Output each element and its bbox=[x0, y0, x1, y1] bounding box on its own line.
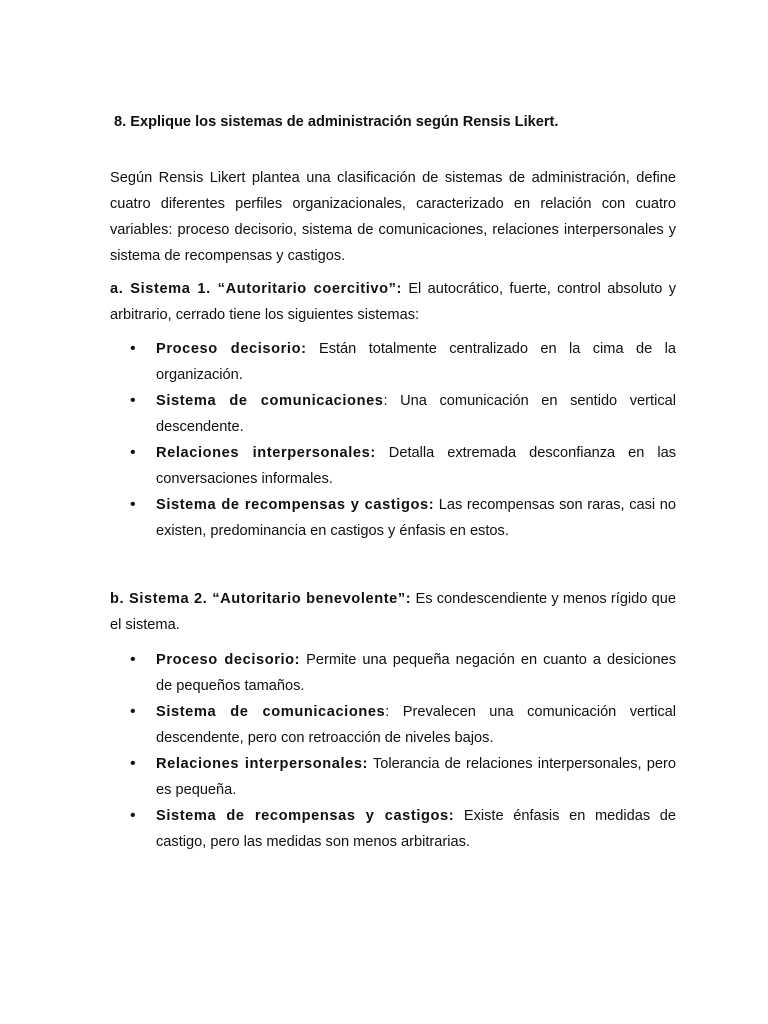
question-heading: 8. Explique los sistemas de administración según Rensis Likert. bbox=[114, 114, 559, 130]
bullet-icon: • bbox=[130, 392, 136, 409]
bullet-icon: • bbox=[130, 496, 136, 513]
item-label: Sistema de recompensas y castigos: bbox=[156, 808, 455, 824]
list-item bbox=[110, 440, 676, 492]
item-text: : Prevalecen una comunicación vertical descendente, pero con retroacción de niveles bajos. bbox=[156, 704, 676, 746]
list-item bbox=[110, 492, 676, 544]
system-b-heading: b. Sistema 2. “Autoritario benevolente”: bbox=[110, 591, 412, 607]
item-label: Sistema de comunicaciones bbox=[156, 704, 386, 720]
list-item bbox=[110, 647, 676, 699]
bullet-icon: • bbox=[130, 807, 136, 824]
item-text: Permite una pequeña negación en cuanto a desiciones de pequeños tamaños. bbox=[156, 652, 676, 694]
item-text: Detalla extremada desconfianza en las conversaciones informales. bbox=[156, 445, 676, 487]
item-text: Las recompensas son raras, casi no existen, predominancia en castigos y énfasis en estos. bbox=[156, 497, 677, 539]
system-a-list bbox=[110, 336, 676, 544]
list-item bbox=[110, 699, 676, 751]
item-label: Relaciones interpersonales: bbox=[156, 756, 368, 772]
list-item bbox=[110, 336, 676, 388]
item-label: Sistema de comunicaciones bbox=[156, 393, 384, 409]
bullet-icon: • bbox=[130, 703, 136, 720]
bullet-icon: • bbox=[130, 755, 136, 772]
list-item bbox=[110, 751, 676, 803]
bullet-icon: • bbox=[130, 444, 136, 461]
system-a-heading: a. Sistema 1. “Autoritario coercitivo”: bbox=[110, 281, 402, 297]
system-a-text: El autocrático, fuerte, control absoluto y arbitrario, cerrado tiene los siguientes sistemas: bbox=[110, 281, 676, 323]
item-text: : Una comunicación en sentido vertical descendente. bbox=[156, 393, 676, 435]
bullet-icon: • bbox=[130, 340, 136, 357]
list-item bbox=[110, 388, 676, 440]
intro-paragraph: Según Rensis Likert plantea una clasificación de sistemas de administración, define cuatro diferentes perfiles organizacionales, caracterizado en relación con cuatro variables: proceso decisorio, sistema de comunicaciones, relaciones interpersonales y sistema de recompensas y castigos. bbox=[110, 170, 676, 264]
item-label: Relaciones interpersonales: bbox=[156, 445, 376, 461]
item-text: Existe énfasis en medidas de castigo, pero las medidas son menos arbitrarias. bbox=[156, 808, 676, 850]
item-label: Proceso decisorio: bbox=[156, 341, 307, 357]
system-b-list bbox=[110, 647, 676, 855]
list-item bbox=[110, 803, 676, 855]
item-label: Sistema de recompensas y castigos: bbox=[156, 497, 435, 513]
system-a-paragraph bbox=[110, 276, 676, 328]
item-text: Tolerancia de relaciones interpersonales, pero es pequeña. bbox=[156, 756, 677, 798]
system-b-paragraph bbox=[110, 586, 676, 638]
item-text: Están totalmente centralizado en la cima de la organización. bbox=[156, 341, 676, 383]
bullet-icon: • bbox=[130, 651, 136, 668]
item-label: Proceso decisorio: bbox=[156, 652, 301, 668]
system-b-text: Es condescendiente y menos rígido que el sistema. bbox=[110, 591, 676, 633]
